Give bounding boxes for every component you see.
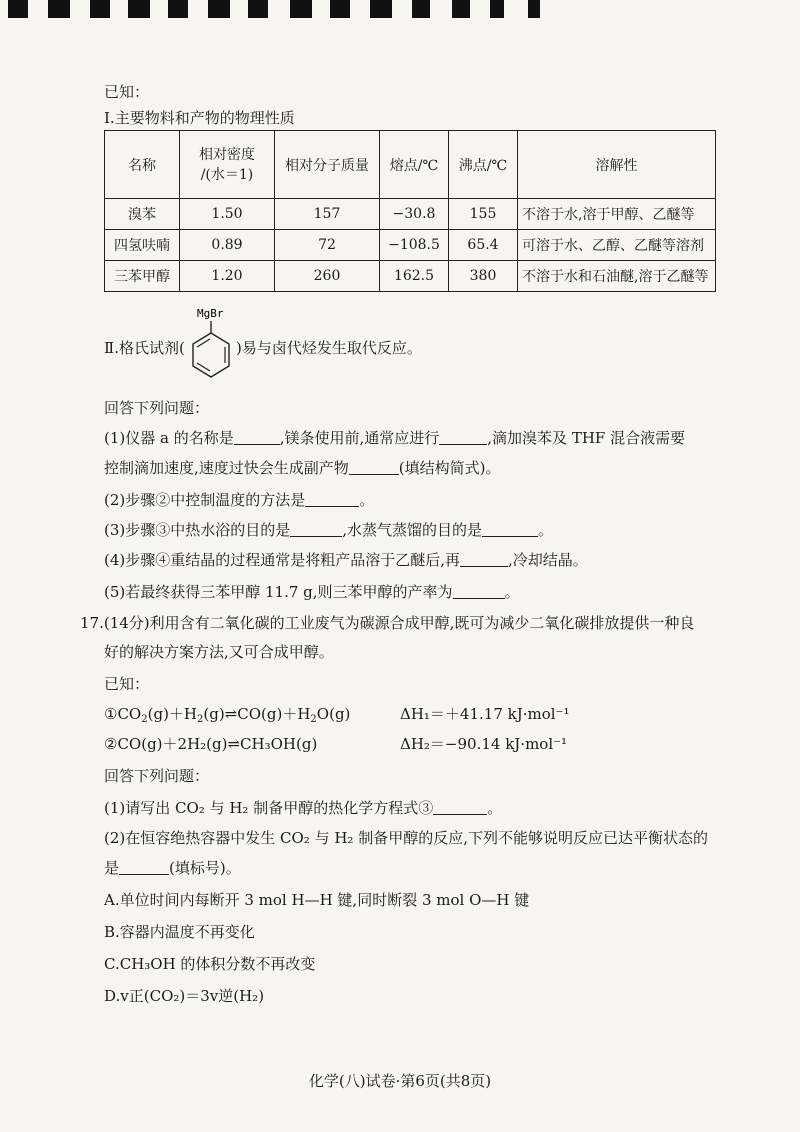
grignard-prefix: Ⅱ.格氏试剂(: [104, 339, 185, 357]
q17-known-label: 已知：: [104, 675, 150, 693]
enthalpy-1: ΔH₁＝＋41.17 kJ·mol⁻¹: [400, 705, 570, 723]
q16-part5: (5)若最终获得三苯甲醇 11.7 g,则三苯甲醇的产率为 。: [104, 583, 520, 601]
answer-blank[interactable]: [433, 798, 487, 815]
scan-binding-bar: [8, 0, 568, 18]
answer-blank[interactable]: [349, 458, 399, 475]
q17-part1: (1)请写出 CO₂ 与 H₂ 制备甲醇的热化学方程式③ 。: [104, 799, 503, 817]
answer-blank[interactable]: [119, 858, 169, 875]
q16-part3: (3)步骤③中热水浴的目的是 ,水蒸气蒸馏的目的是 。: [104, 521, 554, 539]
equation-1: $①CO_2(g)+H_2(g)\rightleftharpoons CO(g)+H_2O(g)$: [104, 705, 351, 725]
q16-part2: (2)步骤②中控制温度的方法是 。: [104, 491, 375, 509]
answer-blank[interactable]: [439, 428, 487, 445]
properties-table: [104, 130, 716, 292]
answer-blank[interactable]: [305, 490, 359, 507]
option-a: A.单位时间内每断开 3 mol H—H 键,同时断裂 3 mol O—H 键: [104, 891, 530, 909]
q17-answer-intro: 回答下列问题：: [104, 767, 210, 785]
table-header-row: [105, 131, 716, 199]
col-density: 相对密度 /(水＝1): [180, 131, 275, 199]
col-bp: 沸点/℃: [449, 131, 518, 199]
option-b: B.容器内温度不再变化: [104, 923, 255, 941]
answer-blank[interactable]: [234, 428, 280, 445]
col-mp: 熔点/℃: [380, 131, 449, 199]
answer-blank[interactable]: [290, 520, 342, 537]
q16-part4: (4)步骤④重结晶的过程通常是将粗产品溶于乙醚后,再 ,冷却结晶。: [104, 551, 588, 569]
col-name: 名称: [105, 131, 180, 199]
grignard-suffix: )易与卤代烃发生取代反应。: [236, 339, 422, 357]
phenylmagnesium-bromide-structure: [183, 305, 243, 385]
q17-stem-line1: 17.(14分)利用含有二氧化碳的工业废气为碳源合成甲醇,既可为减少二氧化碳排放提供一种良: [80, 614, 695, 632]
option-d: D.v正(CO₂)＝3v逆(H₂): [104, 987, 265, 1005]
enthalpy-2: ΔH₂＝−90.14 kJ·mol⁻¹: [400, 735, 568, 753]
table-row: 溴苯 1.50 157 −30.8 155 不溶于水,溶于甲醇、乙醚等: [105, 199, 716, 230]
col-mw: 相对分子质量: [275, 131, 380, 199]
option-c: C.CH₃OH 的体积分数不再改变: [104, 955, 316, 973]
q17-part2-line1: (2)在恒容绝热容器中发生 CO₂ 与 H₂ 制备甲醇的反应,下列不能够说明反应已达平衡状态的: [104, 829, 708, 847]
table-row: 四氢呋喃 0.89 72 −108.5 65.4 可溶于水、乙醇、乙醚等溶剂: [105, 230, 716, 261]
page-footer: 化学(八)试卷·第6页(共8页): [308, 1072, 492, 1090]
q17-stem-line2: 好的解决方案方法,又可合成甲醇。: [104, 643, 334, 661]
q16-part1-line1: (1)仪器 a 的名称是 ,镁条使用前,通常应进行 ,滴加溴苯及 THF 混合液需要: [104, 429, 686, 447]
answer-blank[interactable]: [460, 550, 508, 567]
known-label: 已知：: [104, 83, 150, 101]
table-row: 三苯甲醇 1.20 260 162.5 380 不溶于水和石油醚,溶于乙醚等: [105, 261, 716, 292]
col-solubility: 溶解性: [518, 131, 716, 199]
q16-part1-line2: 控制滴加速度,速度过快会生成副产物 (填结构简式)。: [104, 459, 501, 477]
equation-2: ②CO(g)＋2H₂(g)⇌CH₃OH(g): [104, 735, 318, 753]
answer-blank[interactable]: [482, 520, 538, 537]
q16-answer-intro: 回答下列问题：: [104, 399, 210, 417]
q17-part2-line2: 是 (填标号)。: [104, 859, 241, 877]
mgbr-label: MgBr: [197, 307, 224, 320]
section1-title: Ⅰ.主要物料和产物的物理性质: [104, 109, 295, 127]
answer-blank[interactable]: [453, 582, 505, 599]
